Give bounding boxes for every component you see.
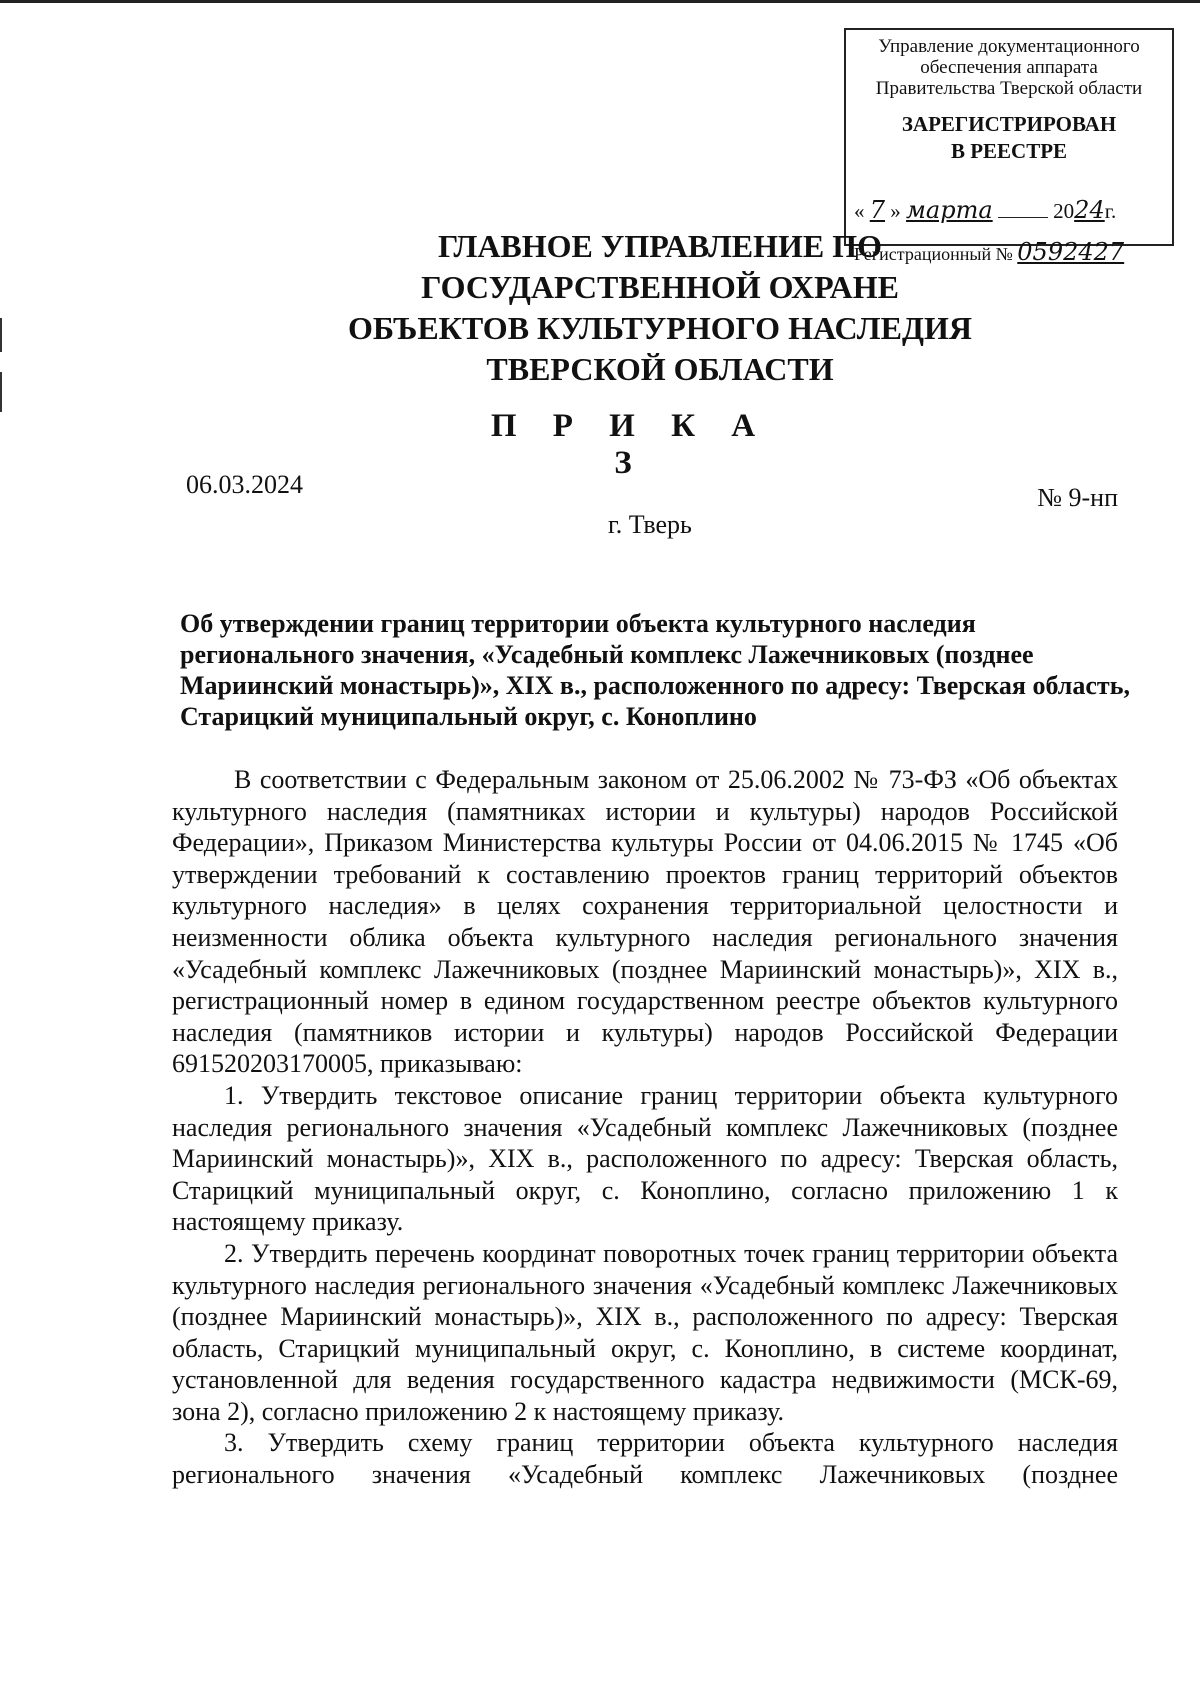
registration-stamp — [844, 28, 1174, 266]
stamp-org-line: обеспечения аппарата — [920, 57, 1098, 78]
order-item: 1. Утвердить текстовое описание границ территории объекта культурного наследия регионального значения «Усадебный комплекс Лажечниковых (позднее Мариинский монастырь)», XIX в., расположенного по адресу: Тверская область, Старицкий муниципальный округ, с. Коноплино, согласно приложению 1 к настоящему приказу. — [172, 1080, 1118, 1237]
order-item: 2. Утвердить перечень координат поворотных точек границ территории объекта культурного наследия регионального значения «Усадебный комплекс Лажечниковых (позднее Мариинский монастырь)», XIX в., расположенного по адресу: Тверская область, Старицкий муниципальный округ, с. Коноплино, в системе координат, установленной для ведения государственного кадастра недвижимости (МСК-69, зона 2), согласно приложению 2 к настоящему приказу. — [172, 1238, 1118, 1426]
stamp-registered-line: В РЕЕСТРЕ — [950, 139, 1068, 163]
order-date: 06.03.2024 — [186, 470, 303, 499]
stamp-date-day: 7 — [869, 196, 886, 224]
stamp-date-year-suffix: 24 — [1074, 196, 1105, 224]
stamp-registered — [846, 111, 1172, 165]
agency-header-line: ГЛАВНОЕ УПРАВЛЕНИЕ ПО — [437, 228, 883, 264]
stamp-date-year-unit: г. — [1104, 199, 1117, 223]
order-city: г. Тверь — [608, 510, 692, 539]
stamp-reg-number: 0592427 — [1017, 238, 1125, 266]
stamp-reg-label: Регистрационный № — [854, 244, 1013, 264]
order-subject: Об утверждении границ территории объекта культурного наследия регионального значения, «Усадебный комплекс Лажечниковых (позднее Мариинский монастырь)», XIX в., расположенного по адресу: Тверская область, Старицкий муниципальный округ, с. Коноплино — [180, 609, 1130, 731]
scan-margin-mark — [0, 372, 2, 412]
stamp-organization — [846, 30, 1172, 99]
quote-open: « — [854, 199, 865, 223]
agency-header — [250, 226, 1070, 390]
stamp-org-line: Управление документационного — [878, 36, 1140, 57]
order-item: 3. Утвердить схему границ территории объекта культурного наследия регионального значения «Усадебный комплекс Лажечниковых (позднее — [172, 1428, 1118, 1490]
quote-close: » — [890, 199, 901, 223]
stamp-date-year-prefix: 20 — [1053, 199, 1075, 223]
stamp-date-month: марта — [906, 196, 993, 224]
stamp-date — [854, 196, 1164, 224]
agency-header-line: ТВЕРСКОЙ ОБЛАСТИ — [486, 351, 834, 387]
order-body — [172, 764, 1118, 1491]
order-number: № 9-нп — [1037, 483, 1118, 512]
stamp-registered-line: ЗАРЕГИСТРИРОВАН — [901, 112, 1117, 136]
agency-header-line: ОБЪЕКТОВ КУЛЬТУРНОГО НАСЛЕДИЯ — [348, 310, 972, 346]
stamp-org-line: Правительства Тверской области — [875, 78, 1143, 99]
scan-top-border — [0, 0, 1200, 3]
preamble-paragraph: В соответствии с Федеральным законом от 25.06.2002 № 73-ФЗ «Об объектах культурного наследия (памятниках истории и культуры) народов Российской Федерации», Приказом Министерства культуры России от 04.06.2015 № 1745 «Об утверждении требований к составлению проектов границ территорий объектов культурного наследия» в целях сохранения территориальной целостности и неизменности облика объекта культурного наследия регионального значения «Усадебный комплекс Лажечниковых (позднее Мариинский монастырь)», XIX в., регистрационный номер в едином государственном реестре объектов культурного наследия (памятников истории и культуры) народов Российской Федерации 691520203170005, приказываю: — [172, 765, 1118, 1079]
agency-header-line: ГОСУДАРСТВЕННОЙ ОХРАНЕ — [421, 269, 899, 305]
scan-margin-mark — [0, 318, 2, 352]
document-type-title: П Р И К А З — [490, 408, 770, 481]
